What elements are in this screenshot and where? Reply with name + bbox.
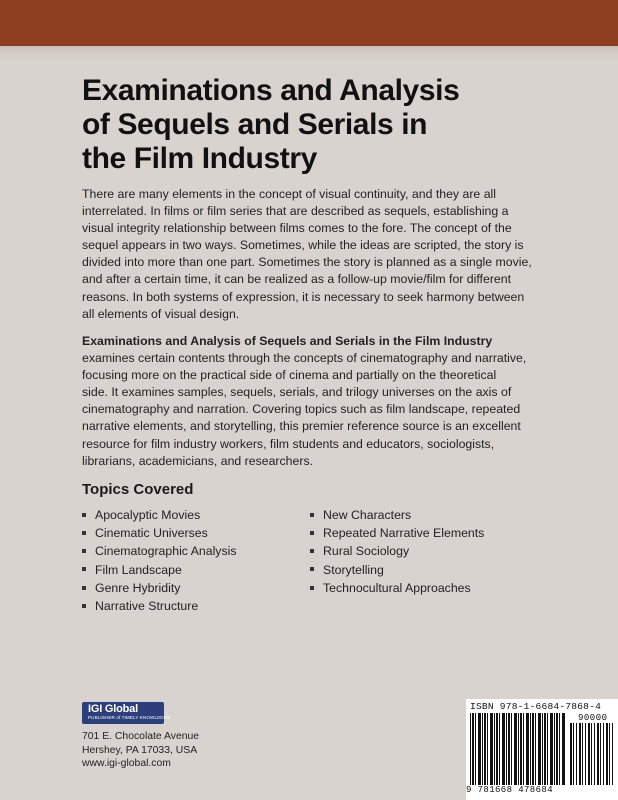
topic-item — [82, 579, 237, 597]
topic-item — [82, 506, 237, 524]
bullet-icon — [82, 513, 86, 517]
isbn-barcode — [466, 699, 618, 800]
bullet-icon — [82, 586, 86, 590]
topic-label: Genre Hybridity — [95, 580, 181, 595]
text-line: narrative elements, and storytelling, this premier reference source is an excellent — [82, 419, 521, 434]
text-line: and after a certain time, it can be realized as a follow-up movie/film for different — [82, 272, 512, 287]
text-line: reasons. In both systems of expression, it is necessary to seek harmony between — [82, 289, 525, 304]
topic-item — [310, 506, 484, 524]
topic-label: Repeated Narrative Elements — [323, 526, 485, 541]
topic-item — [310, 542, 484, 560]
topics-heading: Topics Covered — [82, 481, 194, 498]
igi-global-logo — [82, 702, 171, 724]
bullet-icon — [82, 567, 86, 571]
description-paragraph-1 — [82, 186, 537, 323]
text-line: resource for film industry workers, film students and educators, sociologists, — [82, 436, 495, 451]
top-color-band — [0, 0, 618, 46]
text-line: interrelated. In films or film series that are described as sequels, establishing a — [82, 204, 509, 219]
topic-label: New Characters — [323, 508, 412, 522]
book-title-inline: Examinations and Analysis of Sequels and Serials in the Film Industry — [82, 334, 493, 348]
logo-name: IGI Global — [88, 703, 138, 715]
topic-item — [82, 524, 237, 542]
topic-item — [310, 561, 484, 579]
bullet-icon — [310, 531, 314, 535]
top-band-shadow — [0, 46, 618, 60]
topic-label: Narrative Structure — [95, 598, 199, 613]
topic-label: Technocultural Approaches — [323, 580, 471, 595]
title-line: of Sequels and Serials in — [82, 108, 428, 141]
text-line: sequel appears in two ways. Sometimes, while the ideas are scripted, the story is — [82, 238, 524, 253]
text-line: all elements of visual design. — [82, 306, 240, 321]
topic-label: Cinematic Universes — [95, 526, 208, 541]
topic-label: Cinematographic Analysis — [95, 544, 237, 559]
topic-label: Rural Sociology — [323, 544, 410, 559]
topic-item — [82, 597, 237, 615]
topic-item — [82, 542, 237, 560]
title-line: the Film Industry — [82, 142, 317, 175]
text-line: There are many elements in the concept of visual continuity, and they are all — [82, 187, 496, 201]
logo-tagline: PUBLISHER of TIMELY KNOWLEDGE — [88, 715, 171, 720]
bullet-icon — [310, 513, 314, 517]
barcode-bars — [470, 713, 566, 785]
bullet-icon — [310, 549, 314, 553]
description-paragraph-2 — [82, 333, 537, 470]
website-text: www.igi-global.com — [82, 758, 171, 769]
text-line: visual integrity relationship between films comes to the fore. The concept of the — [82, 221, 512, 236]
text-line: examines certain contents through the concepts of cinematography and narrative, — [82, 351, 527, 366]
topic-item — [310, 524, 484, 542]
topic-label: Apocalyptic Movies — [95, 508, 201, 522]
topics-list-right — [310, 506, 484, 597]
publisher-address — [82, 730, 199, 771]
text-line: cinematography and narration. Covering topics such as film landscape, repeated — [82, 402, 521, 417]
text-line: side. It examines samples, sequels, serials, and trilogy universes on the axis of — [82, 385, 512, 400]
topic-item — [82, 561, 237, 579]
topic-label: Film Landscape — [95, 562, 182, 577]
barcode-digits: 9 781668 478684 — [466, 785, 554, 795]
address-line: Hershey, PA 17033, USA — [82, 744, 198, 756]
text-line: librarians, academicians, and researchers. — [82, 453, 314, 468]
isbn-text: ISBN 978-1-6684-7868-4 — [470, 701, 602, 712]
bullet-icon — [82, 531, 86, 535]
topics-list-left — [82, 506, 237, 615]
barcode-addon-digits: 90000 — [578, 713, 608, 723]
text-line: focusing more on the practical side of cinema and partially on the theoretical — [82, 368, 497, 383]
topic-label: Storytelling — [323, 562, 384, 577]
address-line: 701 E. Chocolate Avenue — [82, 731, 200, 742]
bullet-icon — [310, 586, 314, 590]
topic-item — [310, 579, 484, 597]
barcode-addon-bars — [570, 723, 614, 785]
bullet-icon — [82, 604, 86, 608]
bullet-icon — [310, 567, 314, 571]
bullet-icon — [82, 549, 86, 553]
text-line: divided into more than one part. Sometimes the story is planned as a single movie, — [82, 255, 532, 270]
title-line: Examinations and Analysis — [82, 74, 460, 107]
book-title — [82, 74, 522, 176]
